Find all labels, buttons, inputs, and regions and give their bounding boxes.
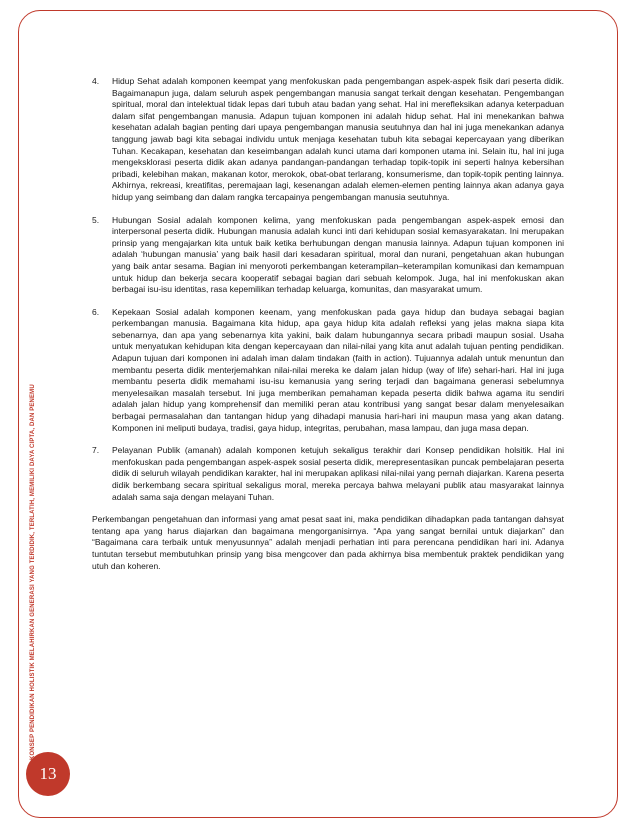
list-item-number: 4.: [92, 76, 100, 86]
list-item-text: Hubungan Sosial adalah komponen kelima, yang menfokuskan pada pengembangan aspek-aspek emosi dan interpersonal peserta didik. Hubungan manusia adalah kunci inti dari kehidupan sosial kemasyarakatan. Ini merupakan prinsip yang mengajarkan kita untuk baik ketika berhubungan dengan manusia lainnya. Adapun tujuan komponen ini adalah ‘hubungan manusia’ yang baik hasil dari kesadaran spiritual, moral dan nurani, pengetahuan akan hubungan yang baik antar sesama. Bagian ini menyoroti perkembangan keterampilan–keterampilan komunikasi dan kemampuan untuk hidup dan bekerja secara kooperatif sebagai bagian dari sebuah kelompok. Juga, hal ini menfokuskan akan berbagai isu-isu identitas, rasa kepemilikan terhadap keluarga, komunitas, dan masyarakat umum.: [112, 214, 564, 295]
list-item: [92, 215, 564, 296]
list-item: [92, 445, 564, 503]
main-content: [92, 76, 564, 572]
closing-paragraph: Perkembangan pengetahuan dan informasi yang amat pesat saat ini, maka pendidikan dihadapkan pada tantangan dahsyat tentang apa yang harus diajarkan dan bagaimana mengorganisirnya. “Apa yang sangat bernilai untuk diajarkan” dan “Bagaimana cara terbaik untuk menyusunnya” adalah menjadi perhatian inti para perencana pendidikan hari ini. Adanya tuntutan tersebut membutuhkan prinsip yang bisa mengcover dan pada akhirnya bisa membentuk praktek pendidikan yang utuh dan koheren.: [92, 514, 564, 571]
list-item-number: 6.: [92, 306, 100, 317]
page-number-badge: 13: [26, 752, 70, 796]
list-item-number: 7.: [92, 445, 100, 456]
list-item-text: Pelayanan Publik (amanah) adalah komponen ketujuh sekaligus terakhir dari Konsep pendidikan holsitik. Hal ini menfokuskan pada pengembangan aspek-aspek sosial peserta didik, merepresentasikan puncak pembelajaran peserta didik di seluruh wilayah pendidikan karakter, hal ini merupakan aplikasi nilai-nilai yang pernah diajarkan. Karena peserta didik berkembang secara spiritual sekaligus moral, mereka percaya bahwa melayani publik atau masyarakat lainnya adalah sama saja dengan melayani Tuhan.: [112, 445, 564, 502]
list-item-number: 5.: [92, 214, 100, 225]
list-item: [92, 76, 564, 204]
list-item: [92, 307, 564, 435]
list-item-text: Hidup Sehat adalah komponen keempat yang menfokuskan pada pengembangan aspek-aspek fisik dari peserta didik. Bagaimanapun juga, dalam seluruh aspek pengembangan manusia sangat terkait dengan kesehatan. Pengembangan spiritual, moral dan intelektual tidak lepas dari tubuh atau badan yang sehat. Hal ini merefleksikan adanya keterpaduan dalam sifat pengembangan manusia. Adapun tujuan komponen ini adalah hidup sehat. Hal ini menekankan bahwa kesehatan adalah bagian penting dari upaya pengembangan manusia seutuhnya dan hal ini juga menekankan adanya tanggung jawab bagi kita sebagai individu untuk menjaga kesehatan tubuh kita sebagai kepercayaan yang diberikan Tuhan. Kecakapan, kesehatan dan keseimbangan adalah kunci utama dari komponen utama ini. Selain itu, hal ini juga mengeksklorasi peserta didik akan adanya pandangan-pandangan terhadap topik-topik ini seperti halnya kebersihan pribadi, kelebihan makan, makanan kotor, merokok, obat-obat terlarang, konsumerisme, dan topik-topik penting lainnya. Akhirnya, rekreasi, kreatifitas, peremajaan lagi, kesenangan adalah elemen-elemen penting lainnya akan adanya gaya hidup yang seimbang dan dalam rangka tercapainya pengembangan manusia seutuhnya.: [112, 76, 564, 202]
book-title-sidebar: KONSEP PENDIDIKAN HOLISTIK MELAHIRKAN GENERASI YANG TERDIDIK, TERLATIH, MEMILIKI DAYA CIPTA, DAN PENEMU: [30, 384, 36, 760]
list-item-text: Kepekaan Sosial adalah komponen keenam, yang menfokuskan pada gaya hidup dan budaya sebagai bagian perkembangan manusia. Bagaimana kita hidup, apa gaya hidup kita adalah refleksi yang jelas makna siapa kita sebenarnya, dan apa yang sebenarnya kita yakini, baik dalam hubungannya secara pribadi maupun sosial. Usaha untuk menyatukan kehidupan kita dengan kepercayaan dan nilai-nilai yang kita anut adalah tujuan penting pendidikan. Adapun tujuan dari komponen ini adalah iman dalam tindakan (faith in action). Tujuannya adalah untuk menuntun dan membantu peserta didik menterjemahkan nilai-nilai mereka ke dalam jalan hidup (way of life) sehari-hari. Hal ini juga membantu peserta didik memahami isu-isu kemanusia yang sering terjadi dan bagaimana generasi sebelumnya menyelesaikan masalah tersebut. Ini juga memberikan pemahaman kepada peserta didik bahwa agama itu sendiri adalah jalan hidup yang komprehensif dan memiliki peran atau kontribusi yang sangat besar dalam menyelesaikan berbagai permasalahan dan tantangan hidup yang dihadapi manusia hari-hari ini maupun masa yang akan datang. Komponen ini meliputi budaya, tradisi, gaya hidup, integritas, perubahan, masa lampau, dan juga masa depan.: [112, 306, 564, 433]
